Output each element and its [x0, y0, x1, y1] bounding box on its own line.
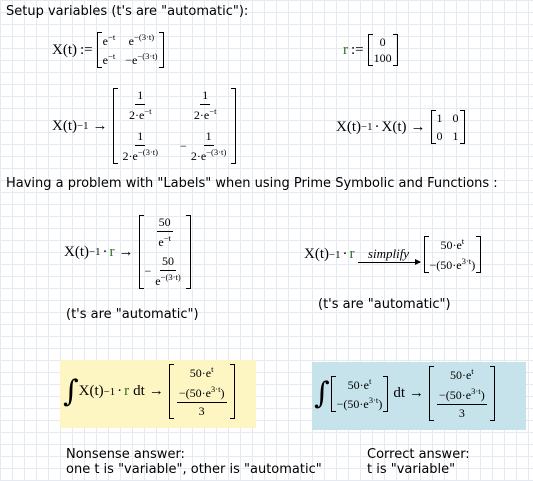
- symbolic-arrow: →: [410, 118, 426, 135]
- x-inverse-result[interactable]: X(t) −1 → $\frac{1}{2\cdot e^{-t}}$ $\frac{1}{2\cdot e^{-t}}$ $\frac{1}{2\cdot e^{-(3\cdot t)}}$ − $\frac{1}{2\cdot e^{-(3\cdot t)}}$: [52, 88, 237, 164]
- symbolic-arrow: →: [92, 117, 108, 134]
- symbolic-arrow: →: [118, 243, 134, 260]
- define-operator: :=: [80, 41, 93, 58]
- nonsense-result-vector: $50\cdot e^t$ $\frac{-(50\cdot e^{3\cdot t})}{3}$: [168, 364, 236, 419]
- simplified-vector: $50\cdot e^t$ $-(50\cdot e^{3\cdot t})$: [423, 236, 483, 273]
- x-matrix: $e^{-t}$ $e^{-(3\cdot t)}$ $e^{-t}$ $-e^{-(3\cdot t)}$: [96, 32, 165, 68]
- symbolic-arrow: →: [148, 383, 164, 399]
- inverse-matrix: $\frac{1}{2\cdot e^{-t}}$ $\frac{1}{2\cdot e^{-t}}$ $\frac{1}{2\cdot e^{-(3\cdot t)}}$ − $\frac{1}{2\cdot e^{-(3\cdot t)}}$: [112, 88, 238, 164]
- integral-nonsense[interactable]: ∫ X(t) −1 · r dt → $50\cdot e^t$ $\frac{-(50\cdot e^{3\cdot t})}{3}$: [63, 364, 236, 419]
- correct-label: Correct answer:: [367, 447, 470, 462]
- setup-heading: Setup variables (t's are "automatic"):: [6, 4, 249, 19]
- define-operator: :=: [351, 41, 364, 58]
- automatic-note-left: (t's are "automatic"): [66, 307, 199, 322]
- x-fn-label: X(t): [52, 41, 77, 58]
- x-inverse-r-simplify[interactable]: X(t) −1 · r simplify $50\cdot e^t$ $-(50\cdot e^{3\cdot t})$: [304, 236, 482, 273]
- r-definition[interactable]: [343, 34, 399, 66]
- r-var-label: r: [343, 41, 348, 58]
- x-fn-label: X(t): [336, 118, 361, 135]
- x-fn-label: X(t): [52, 117, 77, 134]
- correct-explanation: t is "variable": [367, 462, 456, 477]
- integral-sign: ∫: [63, 373, 79, 409]
- result-vector-left: $\frac{50}{e^{-t}}$ − $\frac{50}{e^{-(3\cdot t)}}$: [138, 215, 192, 289]
- x-definition[interactable]: [52, 32, 165, 68]
- problem-heading: Having a problem with "Labels" when using Prime Symbolic and Functions :: [6, 176, 498, 191]
- identity-check[interactable]: X(t) −1 · X(t) → 1 0 0 1: [336, 110, 466, 144]
- nonsense-explanation: one t is "variable", other is "automatic": [66, 462, 322, 477]
- integral-correct[interactable]: ∫ $50\cdot e^t$ $-(50\cdot e^{3\cdot t})$ dt → $50\cdot e^t$ $\frac{-(50\cdot e^{3\cdot t})}{3}$: [314, 366, 496, 421]
- correct-result-vector: $50\cdot e^t$ $\frac{-(50\cdot e^{3\cdot t})}{3}$: [428, 366, 496, 421]
- simplify-keyword-arrow: simplify: [358, 246, 420, 263]
- automatic-note-right: (t's are "automatic"): [318, 297, 451, 312]
- x-fn-label: X(t): [304, 246, 329, 262]
- symbolic-arrow: →: [409, 385, 424, 401]
- nonsense-label: Nonsense answer:: [66, 447, 185, 462]
- x-inverse-r-result[interactable]: X(t) −1 · r → $\frac{50}{e^{-t}}$ − $\frac{50}{e^{-(3\cdot t)}}$: [64, 215, 192, 289]
- x-fn-label: X(t): [64, 243, 89, 260]
- identity-matrix: 1 0 0 1: [430, 110, 466, 144]
- integrand-vector: $50\cdot e^t$ $-(50\cdot e^{3\cdot t})$: [330, 376, 390, 412]
- r-vector: 0 100: [367, 34, 399, 66]
- integral-sign: ∫: [314, 375, 330, 411]
